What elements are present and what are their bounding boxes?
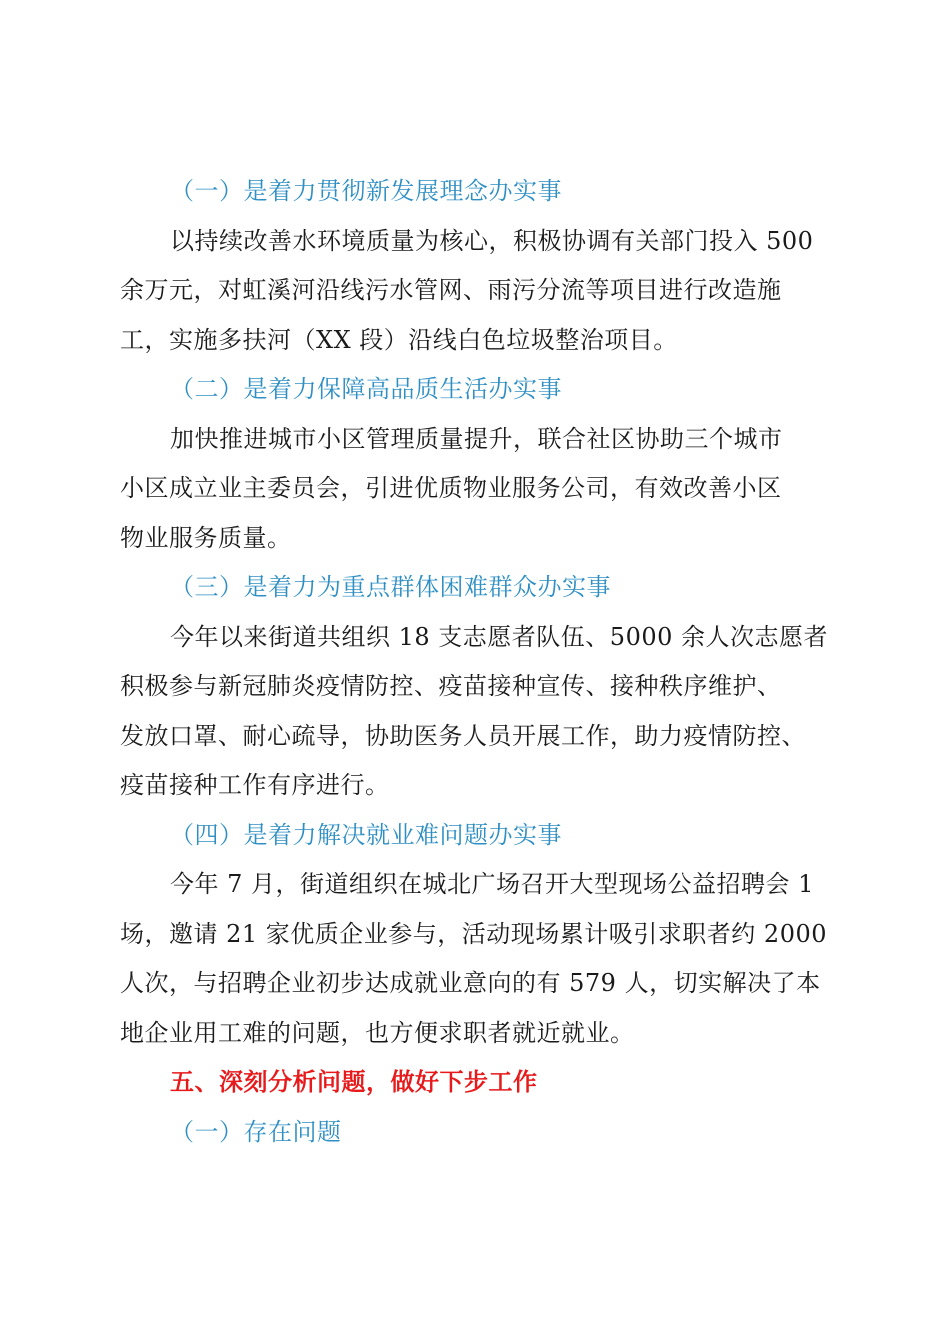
paragraph-line: 物业服务质量。 bbox=[120, 523, 292, 552]
paragraph-line: 地企业用工难的问题，也方便求职者就近就业。 bbox=[120, 1018, 635, 1047]
paragraph-line: 人次，与招聘企业初步达成就业意向的有 579 人，切实解决了本 bbox=[120, 969, 821, 997]
section-heading-2: （二）是着力保障高品质生活办实事 bbox=[170, 375, 562, 403]
section-heading-1: （一）是着力贯彻新发展理念办实事 bbox=[170, 177, 562, 205]
paragraph-line: 疫苗接种工作有序进行。 bbox=[120, 771, 390, 799]
paragraph-line: 今年 7 月，街道组织在城北广场召开大型现场公益招聘会 1 bbox=[170, 870, 814, 898]
paragraph-line: 发放口罩、耐心疏导，协助医务人员开展工作，助力疫情防控、 bbox=[120, 721, 806, 750]
paragraph-line: 今年以来街道共组织 18 支志愿者队伍、5000 余人次志愿者 bbox=[170, 622, 829, 651]
section-heading-3: （三）是着力为重点群体困难群众办实事 bbox=[170, 573, 611, 601]
chapter-title: 五、深刻分析问题，做好下步工作 bbox=[170, 1068, 538, 1096]
paragraph-line: 加快推进城市小区管理质量提升，联合社区协助三个城市 bbox=[170, 424, 783, 453]
paragraph-line: 场，邀请 21 家优质企业参与，活动现场累计吸引求职者约 2000 bbox=[120, 919, 828, 948]
document-body bbox=[120, 167, 832, 1157]
paragraph-line: 工，实施多扶河（XX 段）沿线白色垃圾整治项目。 bbox=[120, 325, 678, 354]
paragraph-line: 积极参与新冠肺炎疫情防控、疫苗接种宣传、接种秩序维护、 bbox=[120, 672, 782, 700]
paragraph-line: 以持续改善水环境质量为核心，积极协调有关部门投入 500 bbox=[170, 226, 814, 255]
paragraph-line: 余万元，对虹溪河沿线污水管网、雨污分流等项目进行改造施 bbox=[120, 276, 782, 304]
paragraph-line: 小区成立业主委员会，引进优质物业服务公司，有效改善小区 bbox=[120, 474, 782, 502]
section-heading-4: （四）是着力解决就业难问题办实事 bbox=[170, 820, 562, 849]
sub-heading: （一）存在问题 bbox=[170, 1117, 342, 1146]
